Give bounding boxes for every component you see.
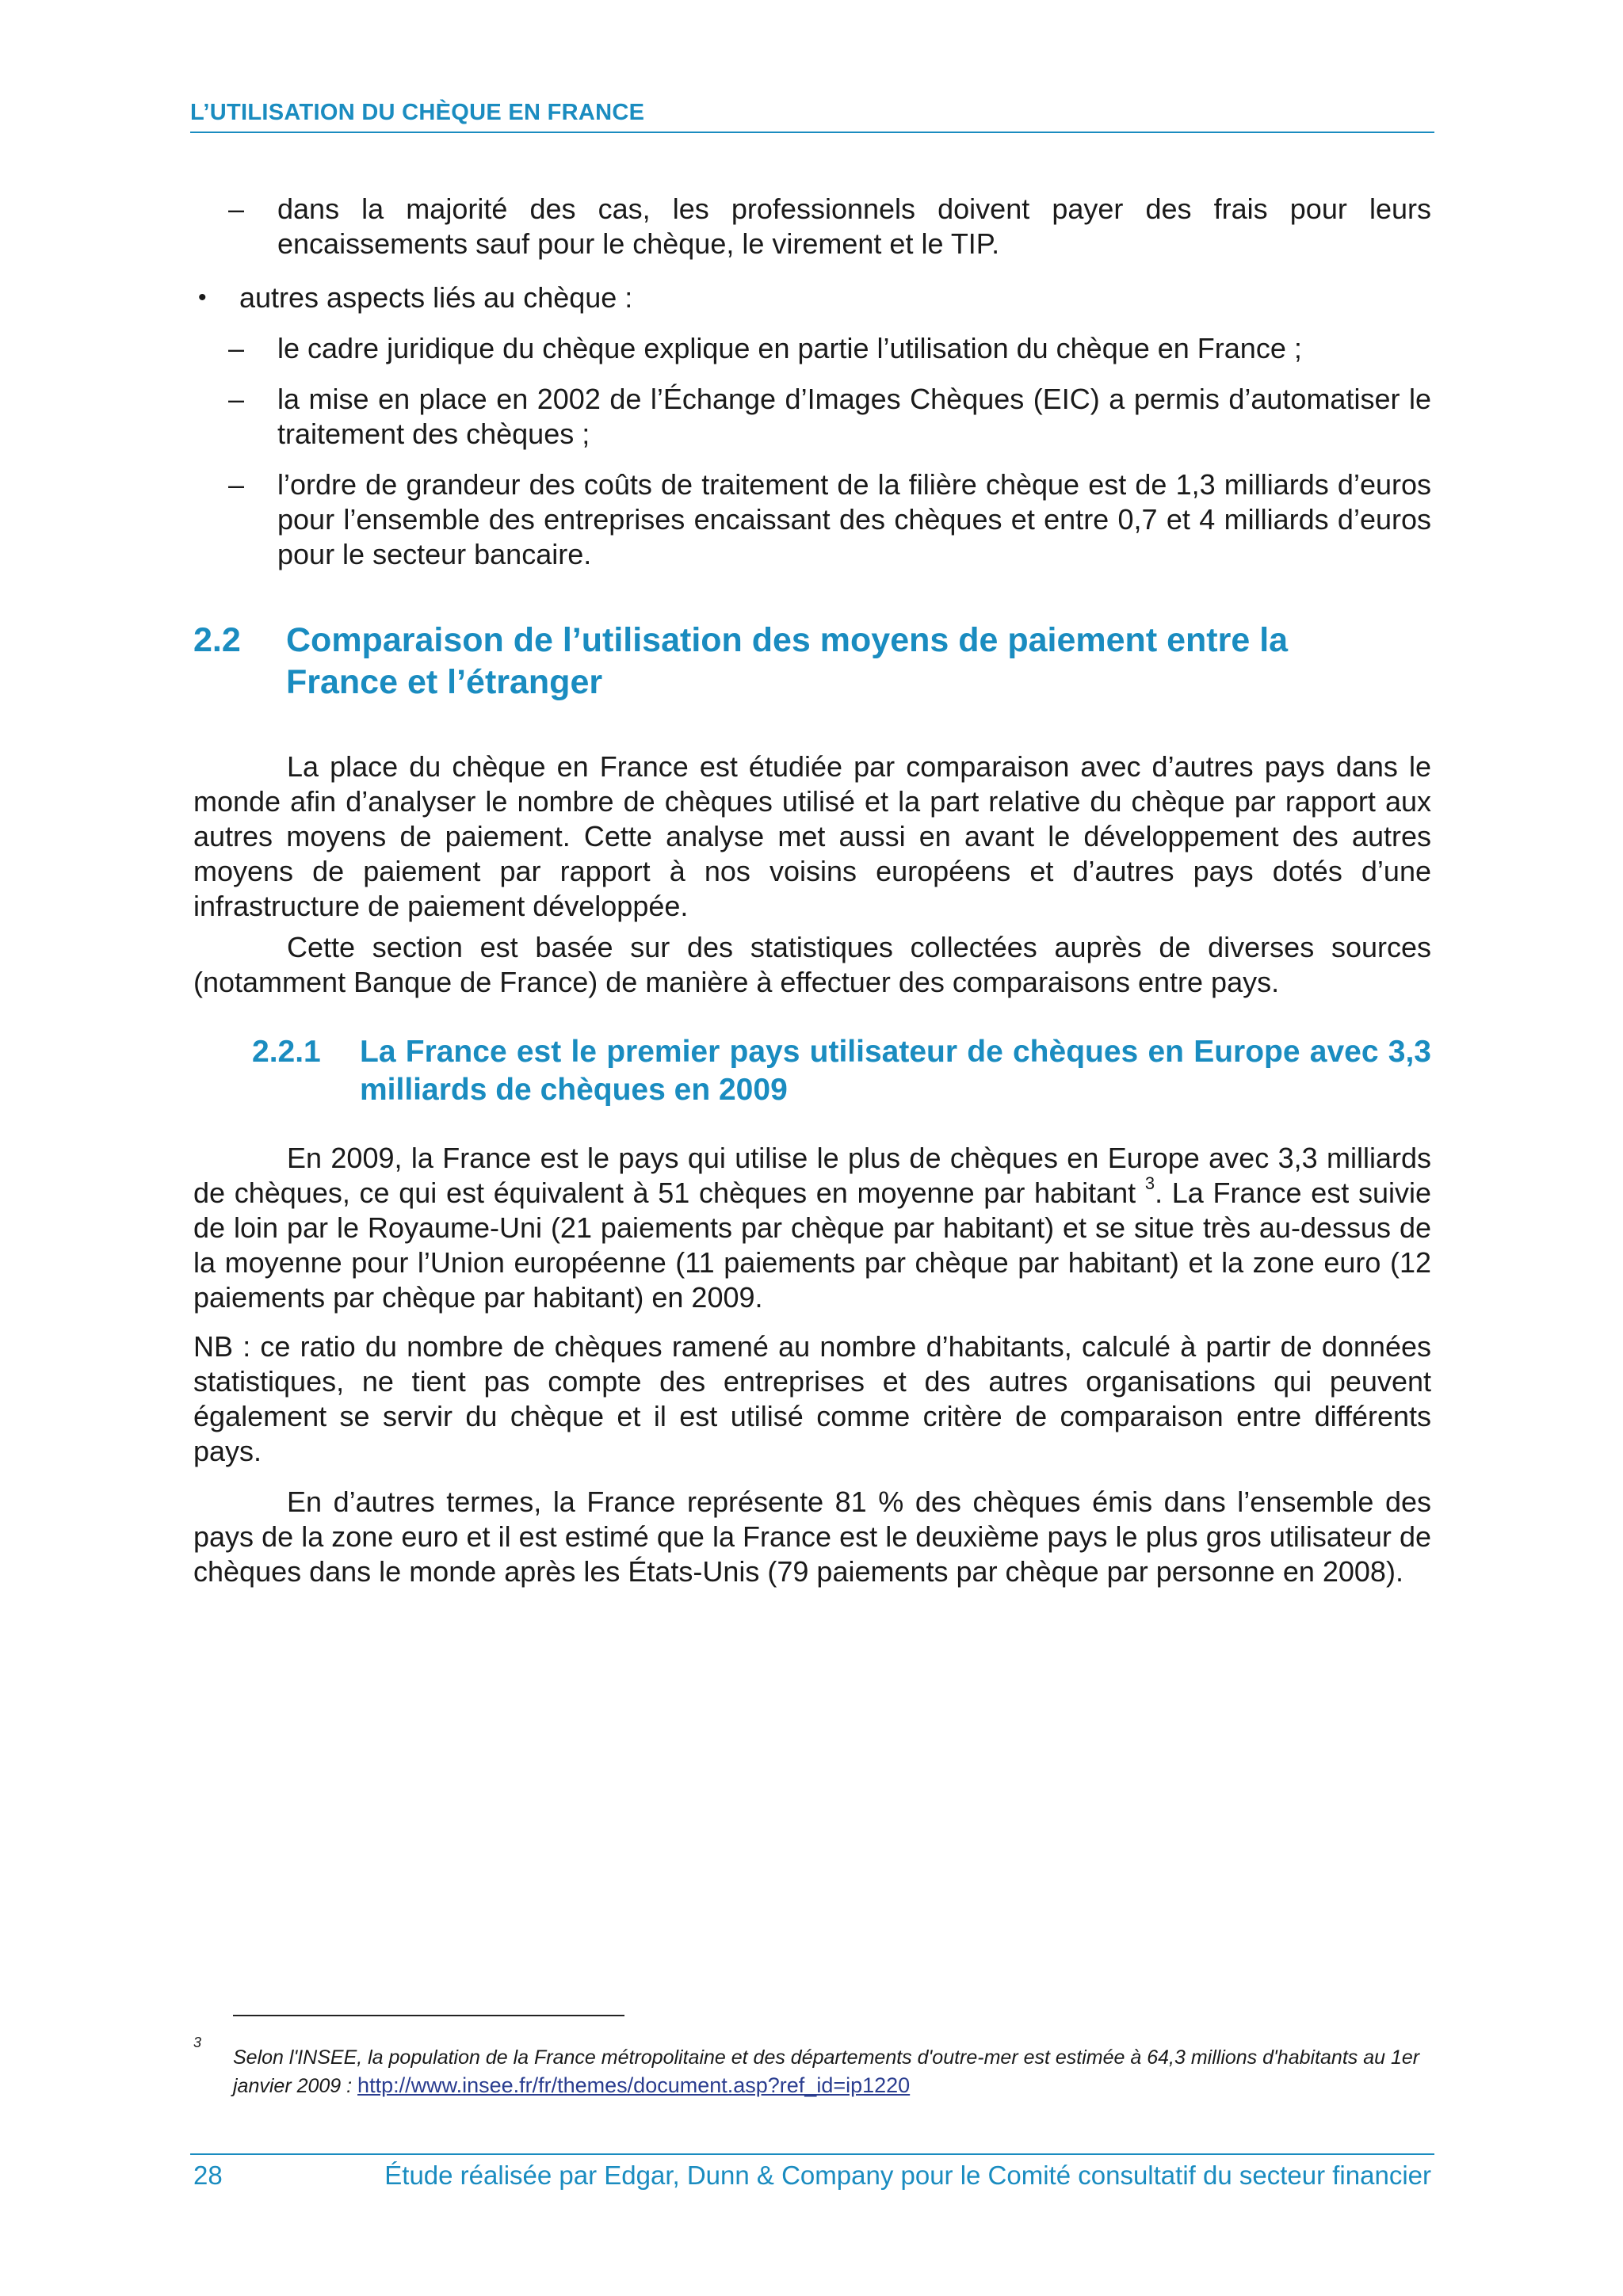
paragraph-euro-zone-share <box>193 1485 1431 1589</box>
paragraph-comparison-intro <box>193 749 1431 924</box>
list-item-text: l’ordre de grandeur des coûts de traitement de la filière chèque est de 1,3 milliards d’euros pour l’ensemble des entreprises encaissant des chèques et entre 0,7 et 4 milliards d’euros pour le secteur bancaire. <box>277 468 1431 570</box>
bullet-item-text: autres aspects liés au chèque : <box>239 281 633 314</box>
paragraph-text: En d’autres termes, la France représente 81 % des chèques émis dans l’ensemble des pays de la zone euro et il est estimé que la France est le deuxième pays le plus gros utilisateur de chèques dans le monde après les États-Unis (79 paiements par chèque par personne en 2008). <box>193 1486 1431 1588</box>
list-item-professionals-fees <box>228 192 1431 261</box>
section-number: 2.2 <box>193 621 241 659</box>
dash-marker: – <box>228 468 245 501</box>
paragraph-sources <box>193 930 1431 1000</box>
footnote-text: Selon l'INSEE, la population de la France métropolitaine et des départements d'outre-mer est estimée à 64,3 millions d'habitants au 1er janvier 2009 : <box>233 2046 1420 2097</box>
footnote-link[interactable]: http://www.insee.fr/fr/themes/document.asp?ref_id=ip1220 <box>357 2073 911 2097</box>
paragraph-nb-ratio <box>193 1329 1431 1469</box>
subsection-title: La France est le premier pays utilisateur de chèques en Europe avec 3,3 milliards de chèques en 2009 <box>360 1035 1431 1107</box>
footer-rule <box>190 2153 1434 2155</box>
list-item-eic <box>228 382 1431 452</box>
subsection-number: 2.2.1 <box>252 1035 321 1069</box>
page-number: 28 <box>193 2161 223 2190</box>
footer-credit: Étude réalisée par Edgar, Dunn & Company pour le Comité consultatif du secteur financier <box>384 2161 1431 2190</box>
paragraph-text: Cette section est basée sur des statistiques collectées auprès de diverses sources (notamment Banque de France) de manière à effectuer des comparaisons entre pays. <box>193 931 1431 998</box>
footnote-number: 3 <box>193 2035 202 2050</box>
list-item-text: dans la majorité des cas, les professionnels doivent payer des frais pour leurs encaissements sauf pour le chèque, le virement et le TIP. <box>277 193 1431 260</box>
dash-marker: – <box>228 193 245 225</box>
list-item-text: le cadre juridique du chèque explique en partie l’utilisation du chèque en France ; <box>277 332 1302 364</box>
paragraph-text: En 2009, la France est le pays qui utilise le plus de chèques en Europe avec 3,3 milliards de chèques, ce qui est équivalent à 51 chèques en moyenne par habitant <box>193 1142 1431 1209</box>
footnote-reference[interactable]: 3 <box>1144 1173 1155 1193</box>
running-header: L’UTILISATION DU CHÈQUE EN FRANCE <box>190 100 645 125</box>
bullet-marker: • <box>198 284 207 311</box>
dash-marker: – <box>228 332 245 364</box>
section-title: Comparaison de l’utilisation des moyens de paiement entre la France et l’étranger <box>286 621 1289 701</box>
dash-marker: – <box>228 383 245 415</box>
paragraph-text-continued: . La France est suivie de loin par le Royaume-Uni (21 paiements par chèque par habitant) et se situe très au-dessus de la moyenne pour l’Union européenne (11 paiements par chèque par habitant) et la zone euro (12 paiements par chèque par habitant) en 2009. <box>193 1177 1431 1314</box>
list-item-processing-costs <box>228 467 1431 572</box>
list-item-legal-framework <box>228 331 1431 366</box>
footnote-separator <box>233 2015 624 2016</box>
list-item-text: la mise en place en 2002 de l’Échange d’Images Chèques (EIC) a permis d’automatiser le traitement des chèques ; <box>277 383 1431 450</box>
paragraph-text: La place du chèque en France est étudiée par comparaison avec d’autres pays dans le monde afin d’analyser le nombre de chèques utilisé et la part relative du chèque par rapport aux autres moyens de paiement. Cette analyse met aussi en avant le développement des autres moyens de paiement par rapport à nos voisins européens et d’autres pays dotés d’une infrastructure de paiement développée. <box>193 750 1431 922</box>
footnote <box>233 2044 1422 2100</box>
paragraph-text: NB : ce ratio du nombre de chèques ramené au nombre d’habitants, calculé à partir de données statistiques, ne tient pas compte des entreprises et des autres organisations qui peuvent également se servir du chèque et il est utilisé comme critère de comparaison entre différents pays. <box>193 1330 1431 1467</box>
bullet-item-other-aspects <box>198 280 1431 315</box>
paragraph-france-2009 <box>193 1141 1431 1315</box>
header-rule <box>190 132 1434 133</box>
